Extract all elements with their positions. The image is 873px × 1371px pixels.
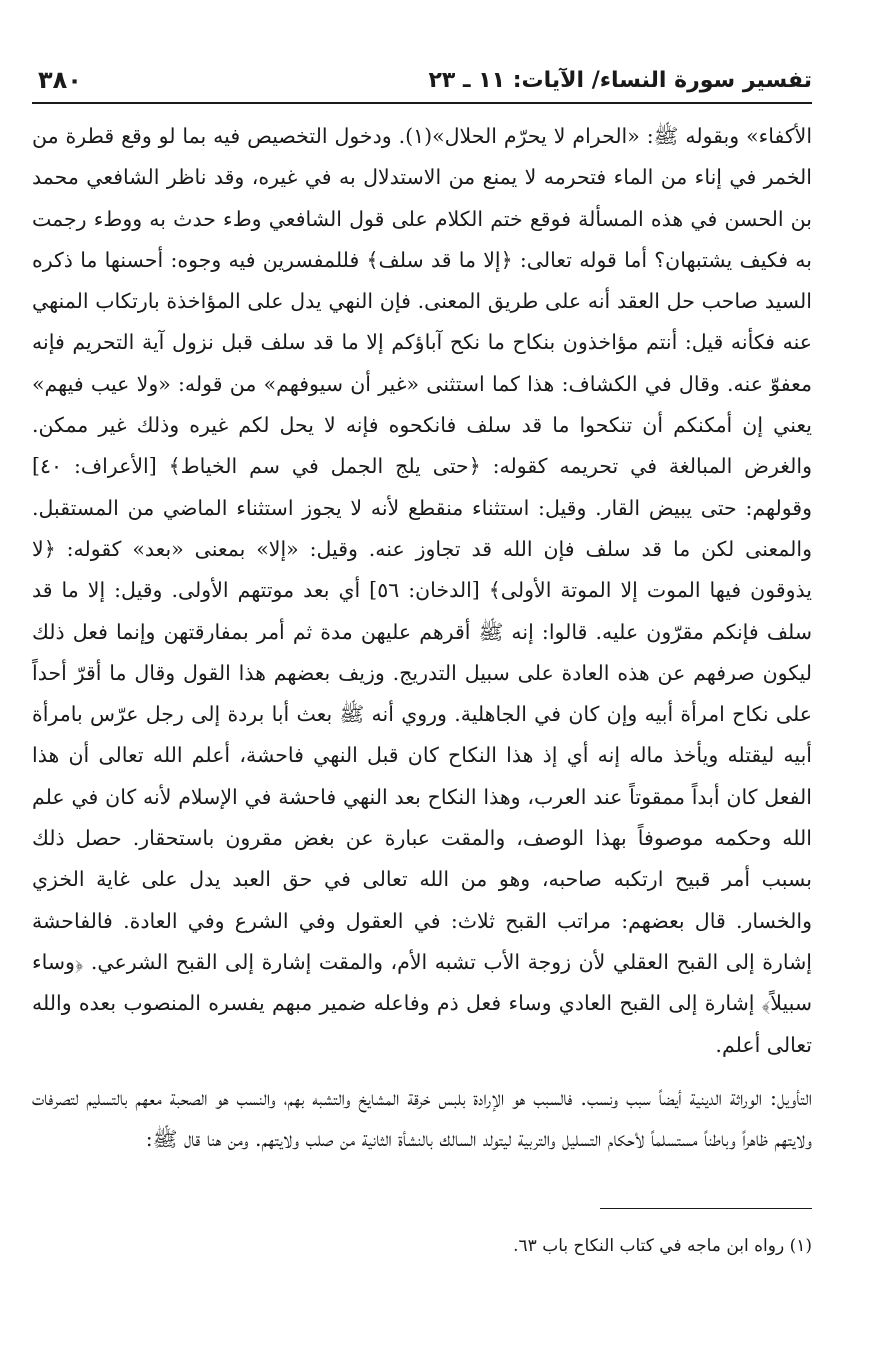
taweel-paragraph: التأويل: الوراثة الدينية أيضاً سبب ونسب. فالسبب هو الإرادة بلبس خرقة المشايخ والتشبه بهم، والنسب هو الصحبة معهم بالتسليم لتصرفات ولايتهم ظاهراً وباطناً مستسلماً لأحكام التسليل والتربية ليتولد السالك بالنشأة الثانية من صلب ولايتهم. ومن هنا قال ﷺ:	[32, 1085, 812, 1152]
footnote-divider	[600, 1208, 812, 1209]
main-text	[32, 116, 812, 1160]
commentary-paragraph: الأكفاء» وبقوله ﷺ: «الحرام لا يحرّم الحلال»(١). ودخول التخصيص فيه بما لو وقع قطرة من الخمر في إناء من الماء فتحرمه لا يمنع من الاستدلال به في غيره، وقد ناظر الشافعي محمد بن الحسن في هذه المسألة فوقع ختم الكلام على قول الشافعي وطء حدث به ووطء رجمت به فكيف يشتبهان؟ أما قوله تعالى: ﴿إلا ما قد سلف﴾ فللمفسرين فيه وجوه: أحسنها ما ذكره السيد صاحب حل العقد أنه على طريق المعنى. فإن النهي يدل على المؤاخذة بارتكاب المنهي عنه فكأنه قيل: أنتم مؤاخذون بنكاح ما نكح آباؤكم إلا ما قد سلف قبل نزول آية التحريم فإنه معفوّ عنه. وقال في الكشاف: هذا كما استثنى «غير أن سيوفهم» من قوله: «ولا عيب فيهم» يعني إن أمكنكم أن تنكحوا ما قد سلف فانكحوه فإنه لا يحل لكم غيره وذلك غير ممكن. والغرض المبالغة في تحريمه كقوله: ﴿حتى يلج الجمل في سم الخياط﴾ [الأعراف: ٤٠] وقولهم: حتى يبيض القار. وقيل: استثناء منقطع لأنه لا يجوز استثناء الماضي من المستقبل. والمعنى لكن ما قد سلف فإن الله قد تجاوز عنه. وقيل: «إلا» بمعنى «بعد» كقوله: ﴿لا يذوقون فيها الموت إلا الموتة الأولى﴾ [الدخان: ٥٦] أي بعد موتتهم الأولى. وقيل: إلا ما قد سلف فإنكم مقرّون عليه. قالوا: إنه ﷺ أقرهم عليهن مدة ثم أمر بمفارقتهن وإنما فعل ذلك ليكون صرفهم عن هذه العادة على سبيل التدريج. وزيف بعضهم هذا القول وقال ما أقرّ أحداً على نكاح امرأة أبيه وإن كان في الجاهلية. وروي أنه ﷺ بعث أبا بردة إلى رجل عرّس بامرأة أبيه ليقتله ويأخذ ماله إنه أي إذ هذا النكاح كان قبل النهي فاحشة، أعلم الله تعالى أن هذا الفعل كان أبداً ممقوتاً عند العرب، وهذا النكاح بعد النهي فاحشة في الإسلام لأنه كان في علم الله وحكمه موصوفاً بهذا الوصف، والمقت عبارة عن بغض مقرون باستحقار. حصل ذلك بسبب أمر قبيح ارتكبه صاحبه، وهو من الله تعالى في حق العبد يدل على غاية الخزي والخسار. قال بعضهم: مراتب القبح ثلاث: في العقول وفي الشرع وفي العادة. فالفاحشة إشارة إلى القبح العقلي لأن زوجة الأب تشبه الأم، والمقت إشارة إلى القبح الشرعي. ﴿وساء سبيلاً﴾ إشارة إلى القبح العادي وساء فعل ذم وفاعله ضمير مبهم يفسره المنصوب بعده والله تعالى أعلم.	[32, 124, 813, 1057]
page-header	[32, 62, 812, 104]
page-number: ٣٨٠	[38, 66, 82, 94]
running-title: تفسير سورة النساء/ الآيات: ١١ ـ ٢٣	[428, 68, 812, 93]
footnote: (١) رواه ابن ماجه في كتاب النكاح باب ٦٣.	[513, 1236, 812, 1256]
